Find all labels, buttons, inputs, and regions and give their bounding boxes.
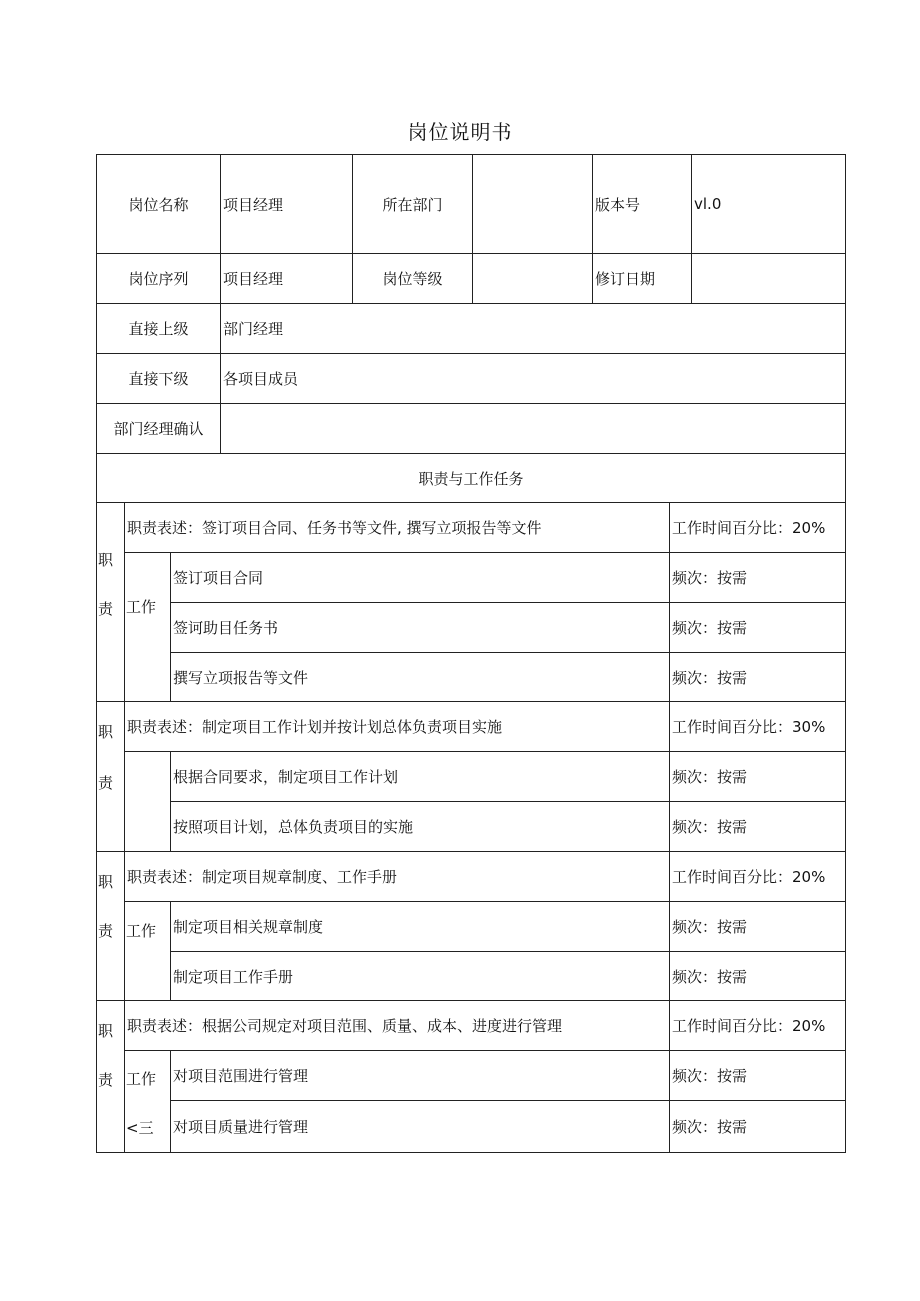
- duty-description: 职责表述：根据公司规定对项目范围、质量、成本、进度进行管理: [125, 1001, 670, 1051]
- position-name-label: 岗位名称: [97, 155, 221, 254]
- sequence-value: 项目经理: [221, 254, 353, 304]
- work-side-cell: [125, 752, 171, 852]
- duty-label-char: 职: [98, 873, 114, 891]
- sequence-label: 岗位序列: [97, 254, 221, 304]
- duty-description: 职责表述：制定项目工作计划并按计划总体负责项目实施: [125, 702, 670, 752]
- grade-label: 岗位等级: [353, 254, 473, 304]
- task-text: 对项目范围进行管理: [171, 1051, 670, 1101]
- task-text: 制定项目工作手册: [171, 952, 670, 1001]
- duty-label-char: 责: [98, 922, 114, 940]
- duty-label-char: 职: [98, 551, 114, 569]
- task-text: 签订项目合同: [171, 553, 670, 603]
- position-name-value: 项目经理: [221, 155, 353, 254]
- work-label-broken: <三: [126, 1119, 154, 1137]
- superior-label: 直接上级: [97, 304, 221, 354]
- work-side-cell: [125, 902, 171, 1001]
- task-frequency: 频次：按需: [670, 952, 845, 1001]
- confirm-label: 部门经理确认: [97, 404, 221, 454]
- duty-percent: 工作时间百分比：30%: [670, 702, 845, 752]
- task-text: 撰写立项报告等文件: [171, 653, 670, 702]
- department-value: [473, 155, 593, 254]
- task-frequency: 频次：按需: [672, 1118, 748, 1136]
- job-description-table: [96, 154, 846, 1153]
- work-label: 工作: [126, 1070, 157, 1088]
- duty-label-char: 职: [98, 1022, 114, 1040]
- task-text: 根据合同要求，制定项目工作计划: [171, 752, 670, 802]
- task-text: 对项目质量进行管理: [171, 1101, 670, 1152]
- department-label: 所在部门: [353, 155, 473, 254]
- task-frequency: 频次：按需: [670, 802, 845, 852]
- grade-value: [473, 254, 593, 304]
- duty-label-char: 责: [98, 774, 114, 792]
- work-label: 工作: [126, 598, 157, 616]
- task-frequency: 频次：按需: [670, 752, 845, 802]
- duty-percent: 工作时间百分比：20%: [670, 503, 845, 553]
- duty-description: 职责表述：制定项目规章制度、工作手册: [125, 852, 670, 902]
- version-label: 版本号: [593, 155, 692, 254]
- task-frequency: 频次：按需: [670, 902, 845, 952]
- task-text: 签诃助目任务书: [171, 603, 670, 653]
- section-title: 职责与工作任务: [97, 454, 845, 503]
- task-text: 按照项目计划，总体负责项目的实施: [171, 802, 670, 852]
- task-frequency: 频次：按需: [670, 553, 845, 603]
- duty-label-char: 职: [98, 723, 114, 741]
- work-side-cell: [125, 553, 171, 702]
- duty-percent: 工作时间百分比：20%: [670, 1001, 845, 1051]
- subordinate-value: 各项目成员: [221, 354, 845, 404]
- duty-label-char: 责: [98, 1071, 114, 1089]
- version-value: vl.0: [692, 155, 845, 254]
- task-frequency: 频次：按需: [670, 603, 845, 653]
- task-frequency: 频次：按需: [670, 1051, 845, 1101]
- document-title: 岗位说明书: [407, 120, 513, 144]
- confirm-value: [221, 404, 845, 454]
- task-text: 制定项目相关规章制度: [171, 902, 670, 952]
- revision-date-value: [692, 254, 845, 304]
- task-frequency: 频次：按需: [670, 653, 845, 702]
- duty-label-char: 责: [98, 600, 114, 618]
- superior-value: 部门经理: [221, 304, 845, 354]
- duty-percent: 工作时间百分比：20%: [670, 852, 845, 902]
- work-label: 工作: [126, 922, 157, 940]
- duty-description: 职责表述：签订项目合同、任务书等文件, 撰写立项报告等文件: [125, 503, 670, 553]
- revision-date-label: 修订日期: [593, 254, 692, 304]
- subordinate-label: 直接下级: [97, 354, 221, 404]
